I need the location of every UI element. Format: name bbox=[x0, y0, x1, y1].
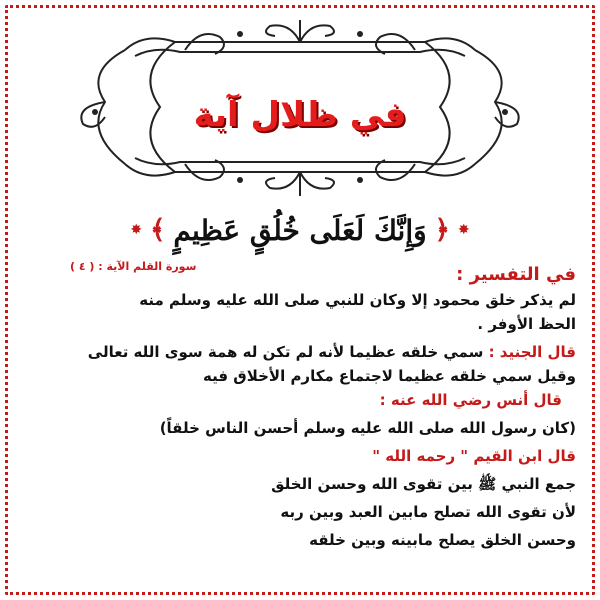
anas-quote: (كان رسول الله صلى الله عليه وسلم أحسن الناس خلقاً) bbox=[159, 419, 576, 437]
junayd-label: قال الجنيد : bbox=[488, 343, 576, 361]
ibn-qayyim-line-2: لأن تقوى الله تصلح مابين العبد وبين ربه bbox=[280, 503, 576, 521]
verse-close-bracket: ﴾ bbox=[150, 215, 166, 245]
verse-text: وَإِنَّكَ لَعَلَى خُلُقٍ عَظِيمٍ bbox=[173, 213, 427, 247]
junayd-line-2: وقيل سمي خلقه عظيما لاجتماع مكارم الأخلاق فيه bbox=[203, 367, 576, 385]
quran-verse bbox=[110, 205, 490, 255]
anas-heading: قال أنس رضي الله عنه : bbox=[379, 391, 562, 409]
junayd-line-1 bbox=[28, 340, 576, 364]
page-title: في ظلال آية bbox=[193, 95, 407, 135]
star-ornament-icon: ✸ bbox=[130, 222, 143, 238]
junayd-text: سمي خلقه عظيما لأنه لم تكن له همة سوى الله تعالى bbox=[87, 343, 489, 361]
tafsir-line-2: الحظ الأوفر . bbox=[477, 315, 576, 333]
ibn-qayyim-heading: قال ابن القيم " رحمه الله " bbox=[372, 447, 576, 465]
star-ornament-icon: ✸ bbox=[457, 222, 470, 238]
ibn-qayyim-line-1: جمع النبي ﷺ بين تقوى الله وحسن الخلق bbox=[271, 475, 576, 493]
surah-reference: سورة القلم الآية : ( ٤ ) bbox=[70, 260, 197, 273]
verse-open-bracket: ﴿ bbox=[434, 215, 450, 245]
ibn-qayyim-line-3: وحسن الخلق يصلح مابينه وبين خلقه bbox=[309, 531, 576, 549]
tafsir-heading: في التفسير : bbox=[456, 264, 576, 285]
content-body bbox=[28, 262, 576, 552]
tafsir-line-1: لم يذكر خلق محمود إلا وكان للنبي صلى الله عليه وسلم منه bbox=[139, 291, 576, 309]
